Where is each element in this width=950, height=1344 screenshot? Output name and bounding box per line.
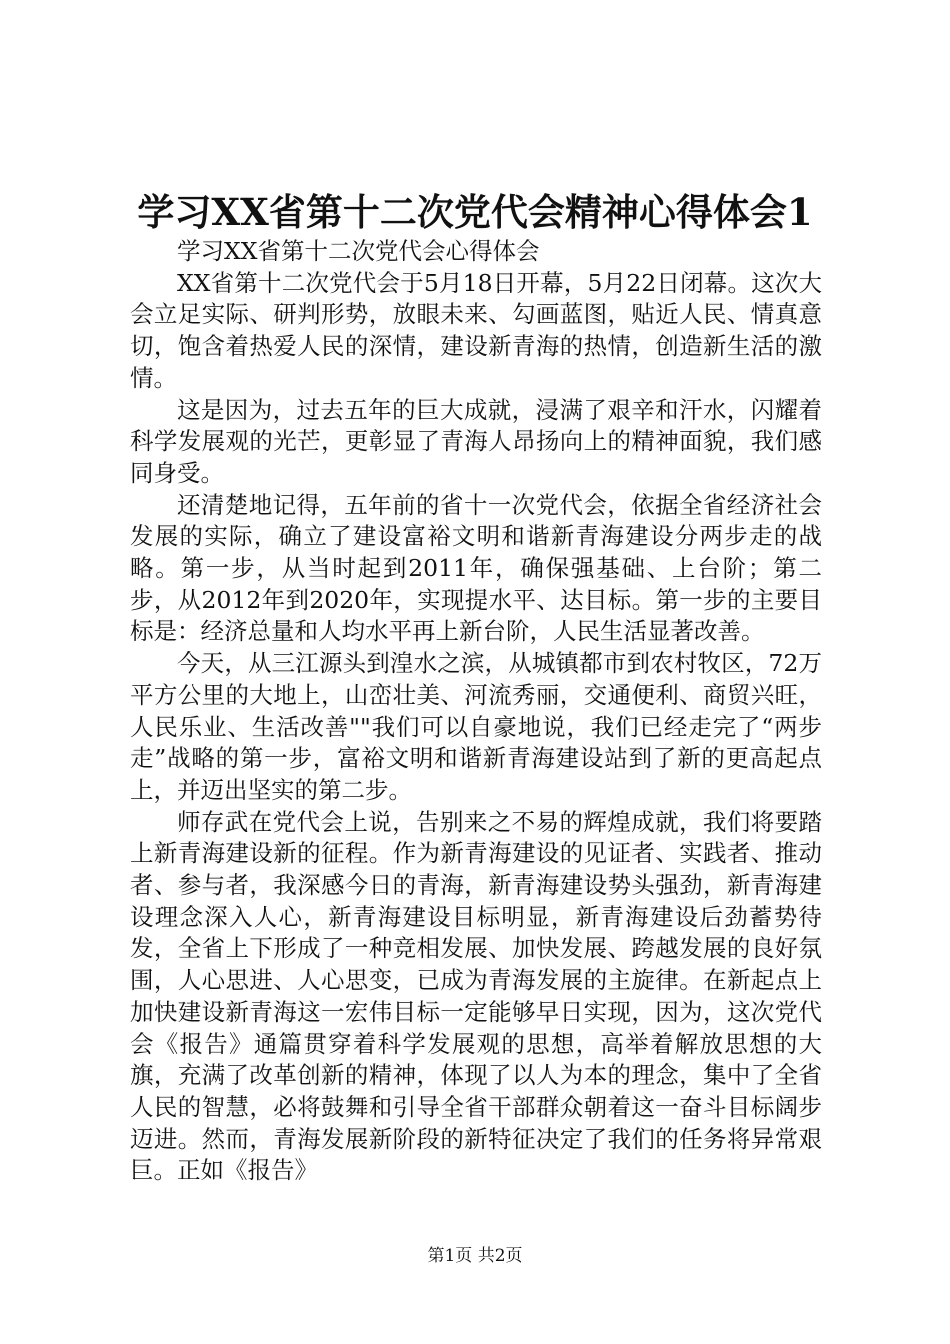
paragraph-4: 今天，从三江源头到湟水之滨，从城镇都市到农村牧区，72万平方公里的大地上，山峦壮美、河流秀丽，交通便利、商贸兴旺，人民乐业、生活改善""我们可以自豪地说，我们已经走完了“两步走”战略的第一步，富裕文明和谐新青海建设站到了新的更高起点上，并迈出坚实的第二步。	[130, 649, 822, 804]
paragraph-2: 这是因为，过去五年的巨大成就，浸满了艰辛和汗水，闪耀着科学发展观的光芒，更彰显了青海人昂扬向上的精神面貌，我们感同身受。	[130, 395, 822, 487]
paragraph-1: XX省第十二次党代会于5月18日开幕，5月22日闭幕。这次大会立足实际、研判形势，放眼未来、勾画蓝图，贴近人民、情真意切，饱含着热爱人民的深情，建设新青海的热情，创造新生活的激情。	[130, 268, 822, 392]
document-subtitle: 学习XX省第十二次党代会心得体会	[177, 237, 540, 265]
document-body	[130, 236, 822, 1187]
paragraph-3: 还清楚地记得，五年前的省十一次党代会，依据全省经济社会发展的实际，确立了建设富裕文明和谐新青海建设分两步走的战略。第一步，从当时起到2011年，确保强基础、上台阶；第二步，从2012年到2020年，实现提水平、达目标。第一步的主要目标是：经济总量和人均水平再上新台阶，人民生活显著改善。	[130, 490, 822, 646]
paragraph-5: 师存武在党代会上说，告别来之不易的辉煌成就，我们将要踏上新青海建设新的征程。作为新青海建设的见证者、实践者、推动者、参与者，我深感今日的青海，新青海建设势头强劲，新青海建设理念深入人心，新青海建设目标明显，新青海建设后劲蓄势待发，全省上下形成了一种竞相发展、加快发展、跨越发展的良好氛围，人心思进、人心思变，已成为青海发展的主旋律。在新起点上加快建设新青海这一宏伟目标一定能够早日实现，因为，这次党代会《报告》通篇贯穿着科学发展观的思想，高举着解放思想的大旗，充满了改革创新的精神，体现了以人为本的理念，集中了全省人民的智慧，必将鼓舞和引导全省干部群众朝着这一奋斗目标阔步迈进。然而，青海发展新阶段的新特征决定了我们的任务将异常艰巨。正如《报告》	[130, 807, 822, 1185]
page-footer: 第1页 共2页	[427, 1246, 523, 1266]
document-title: 学习XX省第十二次党代会精神心得体会1	[137, 190, 813, 234]
